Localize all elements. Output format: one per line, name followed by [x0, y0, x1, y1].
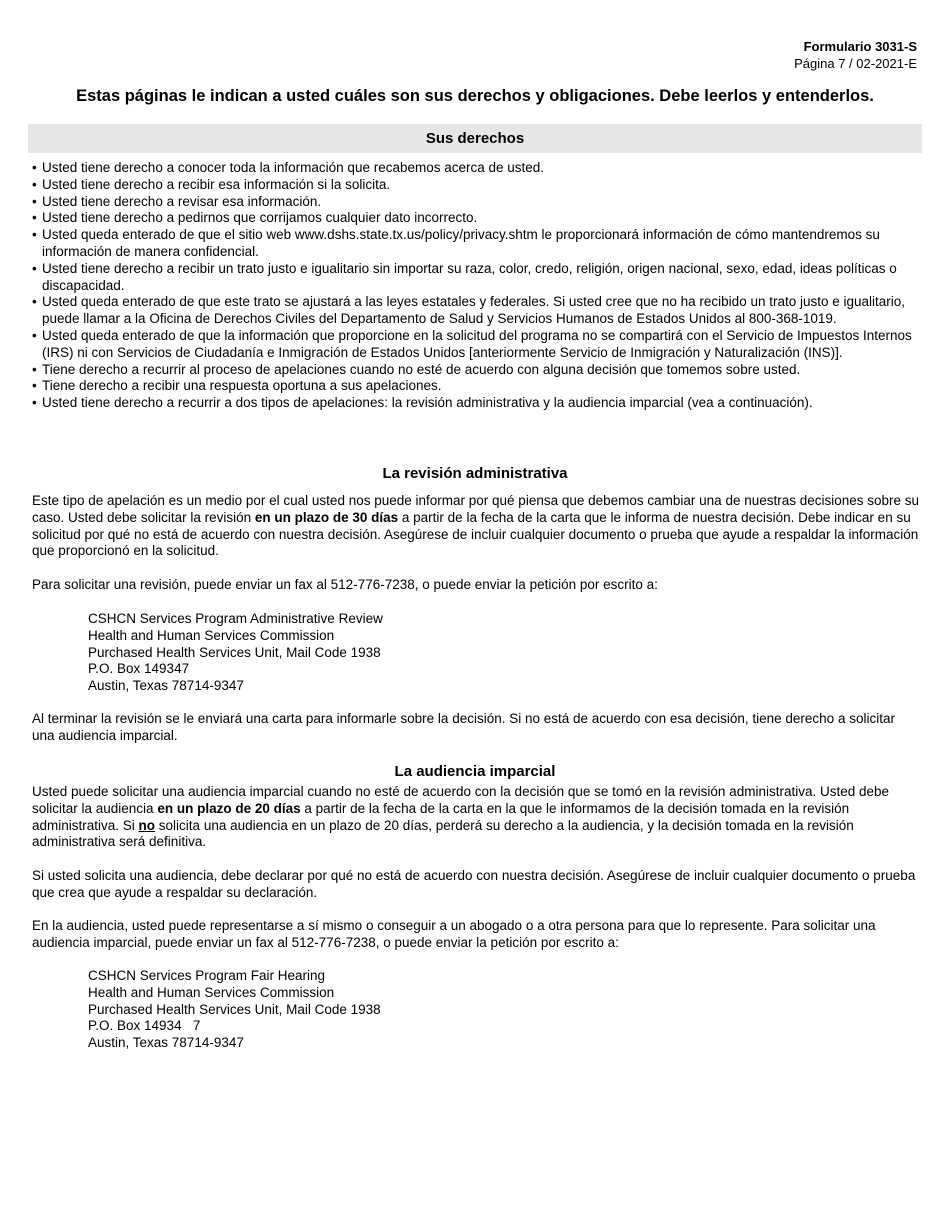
admin-review-deadline: en un plazo de 30 días [254, 509, 399, 525]
rights-item: • Usted tiene derecho a recurrir a dos tipos de apelaciones: la revisión administrativa y la audiencia imparcial (vea a continuación). [32, 395, 922, 412]
admin-review-paragraph-2: Para solicitar una revisión, puede enviar un fax al 512-776-7238, o puede enviar la petición por escrito a: [32, 577, 658, 592]
rights-item: • Tiene derecho a recurrir al proceso de apelaciones cuando no esté de acuerdo con alguna decisión que tomemos sobre usted. [32, 362, 922, 379]
fair-hearing-paragraph-1 [32, 784, 920, 851]
fair-hearing-paragraph-3: En la audiencia, usted puede representarse a sí mismo o conseguir a un abogado o a otra persona para que lo represente. Para solicitar una audiencia imparcial, puede enviar un fax al 512-776-7238, o puede enviar la petición por escrito a: [32, 918, 876, 950]
address-line: Purchased Health Services Unit, Mail Code 1938 [88, 1001, 381, 1017]
address-line: P.O. Box 14934 7 [88, 1018, 201, 1034]
rights-item: • Usted tiene derecho a recibir esa información si la solicita. [32, 177, 922, 194]
rights-item: • Usted queda enterado de que la información que proporcione en la solicitud del programa no se compartirá con el Servicio de Impuestos Internos (IRS) ni con Servicios de Ciudadanía e Inmigración de Estados Unidos [anteriormente Servicio de Inmigración y Naturalización (INS)]. [32, 328, 922, 362]
rights-item: • Usted tiene derecho a revisar esa información. [32, 194, 922, 211]
rights-item: • Usted tiene derecho a conocer toda la información que recabemos acerca de usted. [32, 160, 922, 177]
admin-review-text: a partir de la fecha de la carta que le informa de nuestra decisión. Debe indicar en su solicitud por qué no está de acuerdo con nuestra decisión. Asegúrese de incluir cualquier documento o prueba que ayude a respaldar la información que proporcionó en la solicitud. [32, 509, 919, 559]
admin-review-heading: La revisión administrativa [382, 465, 568, 482]
address-line: Austin, Texas 78714-9347 [88, 678, 244, 694]
admin-review-text: Este tipo de apelación es un medio por el cual usted nos puede informar por qué piensa que debemos cambiar una de nuestras decisiones sobre su caso. Usted debe solicitar la revisión [32, 493, 920, 525]
address-line: Austin, Texas 78714-9347 [88, 1035, 244, 1051]
form-number: Formulario 3031-S [803, 39, 917, 54]
fair-hearing-address [88, 968, 381, 1052]
fair-hearing-text: Usted puede solicitar una audiencia imparcial cuando no esté de acuerdo con la decisión que se tomó en la revisión administrativa. Usted debe solicitar la audiencia [32, 784, 890, 816]
fair-hearing-text: solicita una audiencia en un plazo de 20 días, perderá su derecho a la audiencia, y la decisión tomada en la revisión administrativa será definitiva. [32, 817, 854, 850]
fair-hearing-deadline: en un plazo de 20 días [157, 800, 301, 816]
address-line: Health and Human Services Commission [88, 627, 335, 643]
rights-item: • Usted queda enterado de que este trato se ajustará a las leyes estatales y federales. Si usted cree que no ha recibido un trato justo e igualitario, puede llamar a la Oficina de Derechos Civiles del Departamento de Salud y Servicios Humanos de Estados Unidos al 800-368-1019. [32, 294, 922, 328]
page-info: Página 7 / 02-2021-E [794, 56, 917, 71]
admin-review-paragraph-1 [32, 493, 920, 560]
address-line: CSHCN Services Program Fair Hearing [88, 968, 326, 983]
admin-review-paragraph-3: Al terminar la revisión se le enviará una carta para informarle sobre la decisión. Si no está de acuerdo con esa decisión, tiene derecho a solicitar una audiencia imparcial. [32, 711, 895, 743]
fair-hearing-heading: La audiencia imparcial [394, 763, 556, 780]
rights-item: • Usted tiene derecho a pedirnos que corrijamos cualquier dato incorrecto. [32, 210, 922, 227]
page-header [794, 38, 917, 72]
admin-review-address [88, 611, 383, 695]
page-title: Estas páginas le indican a usted cuáles son sus derechos y obligaciones. Debe leerlos y entenderlos. [76, 87, 874, 105]
address-line: Health and Human Services Commission [88, 984, 335, 1000]
rights-item: • Tiene derecho a recibir una respuesta oportuna a sus apelaciones. [32, 378, 922, 395]
fair-hearing-paragraph-2: Si usted solicita una audiencia, debe declarar por qué no está de acuerdo con nuestra decisión. Asegúrese de incluir cualquier documento o prueba que crea que ayude a respaldar su declaración. [32, 868, 916, 900]
rights-item: • Usted tiene derecho a recibir un trato justo e igualitario sin importar su raza, color, credo, religión, origen nacional, sexo, edad, ideas políticas o discapacidad. [32, 261, 922, 295]
address-line: P.O. Box 149347 [88, 661, 190, 677]
fair-hearing-no-emphasis: no [138, 817, 156, 833]
rights-item: • Usted queda enterado de que el sitio web www.dshs.state.tx.us/policy/privacy.shtm le proporcionará información de cómo mantendremos su información de manera confidencial. [32, 227, 922, 261]
address-line: Purchased Health Services Unit, Mail Code 1938 [88, 644, 381, 660]
address-line: CSHCN Services Program Administrative Review [88, 611, 383, 626]
fair-hearing-text: a partir de la fecha de la carta en la que le informamos de la decisión tomada en la revisión administrativa. Si [32, 800, 850, 833]
rights-list [32, 160, 922, 412]
rights-heading: Sus derechos [28, 124, 922, 153]
